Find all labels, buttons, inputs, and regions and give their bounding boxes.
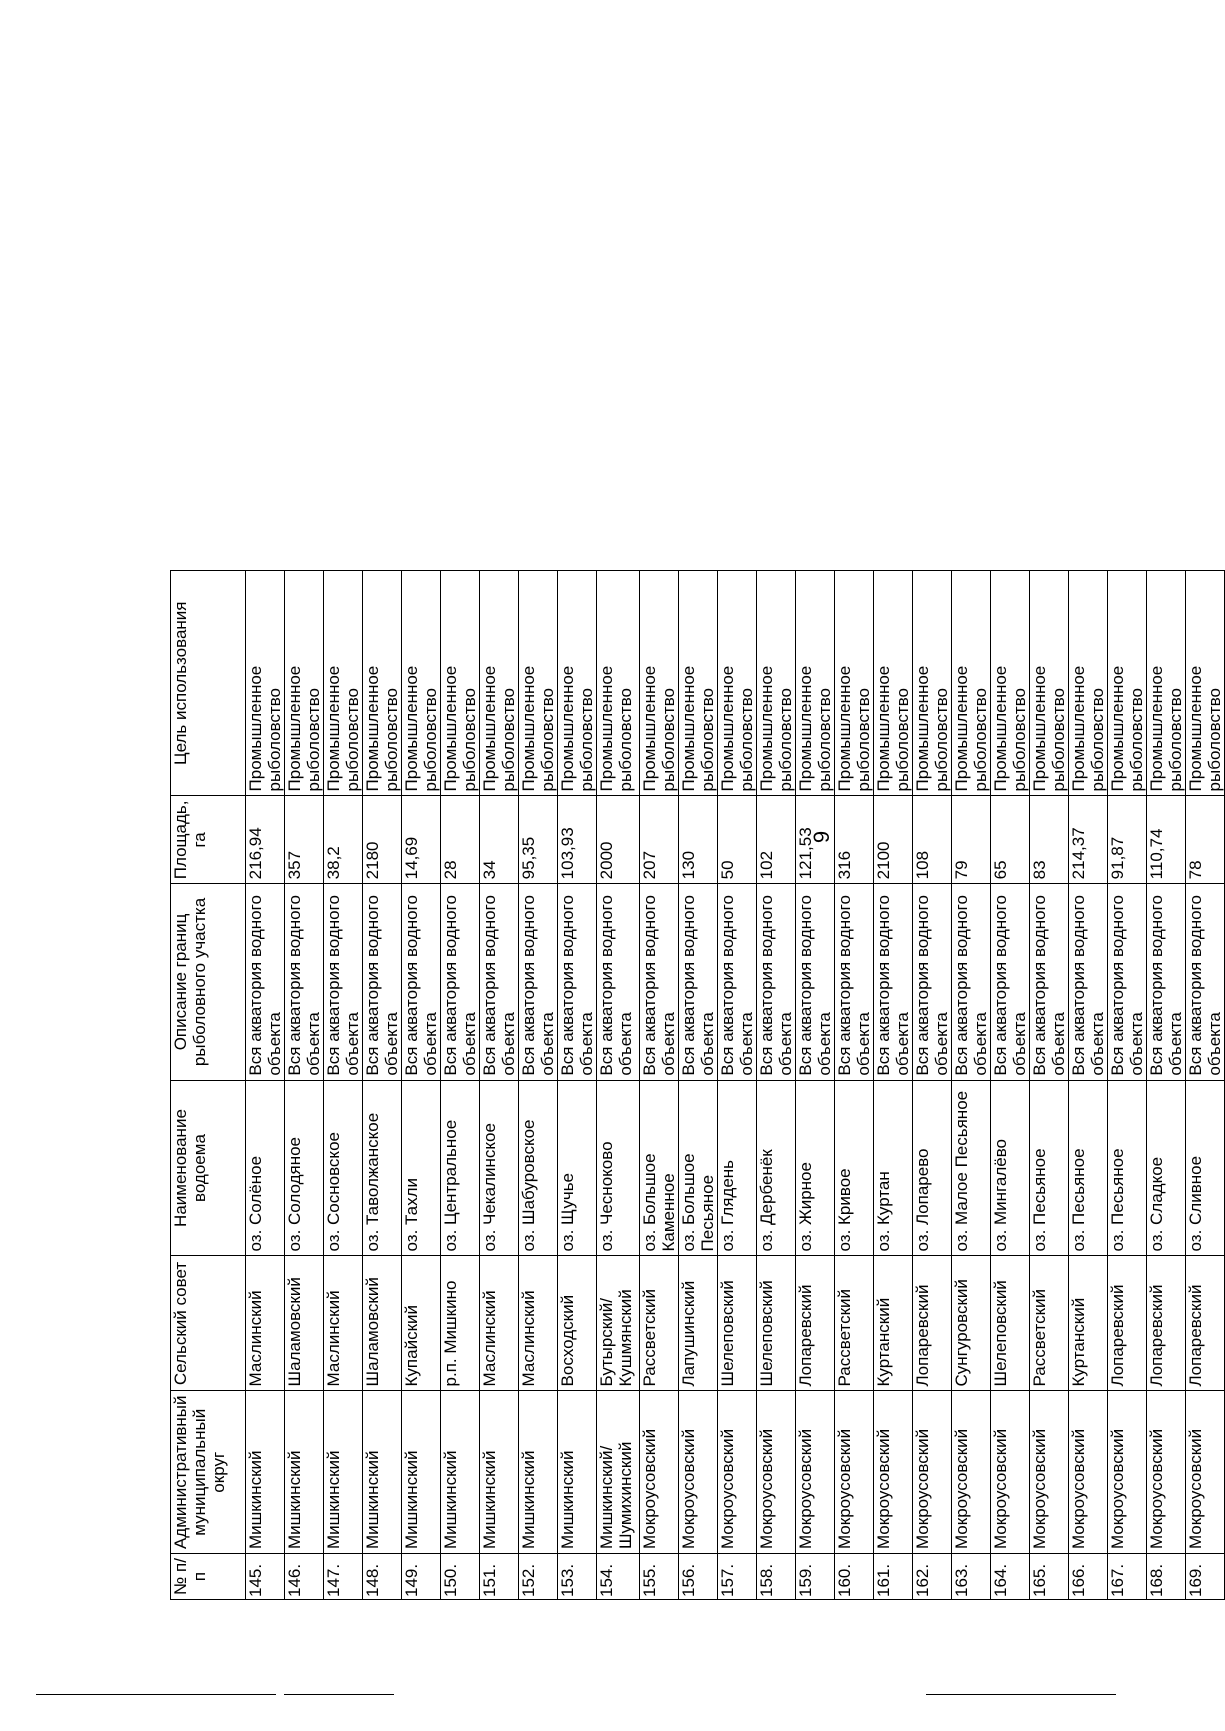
cell-area: 207 [640,796,679,884]
cell-purpose: Промышленное рыболовство [718,571,757,796]
cell-desc: Вся акватория водного объекта [952,884,991,1080]
table-row [1030,571,1069,1600]
cell-council: Рассветский [835,1256,874,1391]
cell-desc: Вся акватория водного объекта [913,884,952,1080]
cell-num: 155. [640,1554,679,1600]
cell-num: 163. [952,1554,991,1600]
cell-num: 162. [913,1554,952,1600]
table-row [640,571,679,1600]
cell-water: оз. Песьяное [1030,1080,1069,1256]
cell-water: оз. Лопарево [913,1080,952,1256]
cell-district: Мокроусовский [1147,1391,1186,1554]
cell-desc: Вся акватория водного объекта [519,884,558,1080]
cell-council: Шелеповский [757,1256,796,1391]
cell-desc: Вся акватория водного объекта [796,884,835,1080]
scan-line [284,1694,394,1695]
cell-area: 95,35 [519,796,558,884]
cell-water: оз. Сладкое [1147,1080,1186,1256]
table-row [679,571,718,1600]
cell-purpose: Промышленное рыболовство [679,571,718,796]
table-body [246,571,1225,1600]
cell-desc: Вся акватория водного объекта [1108,884,1147,1080]
cell-num: 165. [1030,1554,1069,1600]
cell-purpose: Промышленное рыболовство [874,571,913,796]
cell-purpose: Промышленное рыболовство [1069,571,1108,796]
cell-purpose: Промышленное рыболовство [519,571,558,796]
cell-council: Бутырский/ Кушмянский [597,1256,640,1391]
cell-desc: Вся акватория водного объекта [402,884,441,1080]
cell-council: Шелеповский [718,1256,757,1391]
cell-purpose: Промышленное рыболовство [835,571,874,796]
cell-area: 91,87 [1108,796,1147,884]
table-row [874,571,913,1600]
table-row [1069,571,1108,1600]
cell-purpose: Промышленное рыболовство [480,571,519,796]
table-row [757,571,796,1600]
table-row [1108,571,1147,1600]
cell-desc: Вся акватория водного объекта [679,884,718,1080]
cell-council: Рассветский [640,1256,679,1391]
cell-water: оз. Таволжанское [363,1080,402,1256]
cell-area: 50 [718,796,757,884]
cell-purpose: Промышленное рыболовство [952,571,991,796]
cell-purpose: Промышленное рыболовство [757,571,796,796]
header-area: Площадь, га [171,796,246,884]
cell-num: 152. [519,1554,558,1600]
cell-desc: Вся акватория водного объекта [1030,884,1069,1080]
cell-desc: Вся акватория водного объекта [441,884,480,1080]
cell-water: оз. Песьяное [1069,1080,1108,1256]
table-row [952,571,991,1600]
cell-area: 28 [441,796,480,884]
cell-district: Мокроусовский [1108,1391,1147,1554]
cell-desc: Вся акватория водного объекта [1069,884,1108,1080]
cell-district: Мокроусовский [796,1391,835,1554]
cell-district: Мокроусовский [718,1391,757,1554]
cell-district: Мишкинский [558,1391,597,1554]
table-row [285,571,324,1600]
cell-area: 102 [757,796,796,884]
header-water: Наименование водоема [171,1080,246,1256]
cell-num: 153. [558,1554,597,1600]
cell-num: 157. [718,1554,757,1600]
cell-district: Мишкинский [519,1391,558,1554]
cell-purpose: Промышленное рыболовство [1108,571,1147,796]
cell-num: 160. [835,1554,874,1600]
cell-district: Мокроусовский [1069,1391,1108,1554]
cell-purpose: Промышленное рыболовство [1186,571,1225,796]
cell-council: Лопаревский [1147,1256,1186,1391]
cell-desc: Вся акватория водного объекта [835,884,874,1080]
cell-area: 357 [285,796,324,884]
cell-purpose: Промышленное рыболовство [246,571,285,796]
cell-council: Шаламовский [363,1256,402,1391]
cell-water: оз. Большое Песьяное [679,1080,718,1256]
cell-purpose: Промышленное рыболовство [363,571,402,796]
cell-water: оз. Щучье [558,1080,597,1256]
cell-area: 2100 [874,796,913,884]
table-row [835,571,874,1600]
cell-area: 34 [480,796,519,884]
header-num: № п/п [171,1554,246,1600]
cell-area: 14,69 [402,796,441,884]
cell-desc: Вся акватория водного объекта [558,884,597,1080]
cell-num: 147. [324,1554,363,1600]
cell-desc: Вся акватория водного объекта [597,884,640,1080]
cell-council: Купайский [402,1256,441,1391]
cell-area: 216,94 [246,796,285,884]
cell-purpose: Промышленное рыболовство [1030,571,1069,796]
cell-council: Лапушинский [679,1256,718,1391]
cell-water: оз. Глядень [718,1080,757,1256]
cell-council: Восходский [558,1256,597,1391]
cell-water: оз. Шабуровское [519,1080,558,1256]
cell-council: Рассветский [1030,1256,1069,1391]
cell-desc: Вся акватория водного объекта [640,884,679,1080]
table-row [519,571,558,1600]
cell-council: Сунгуровский [952,1256,991,1391]
cell-district: Мокроусовский [1186,1391,1225,1554]
table-row [441,571,480,1600]
cell-purpose: Промышленное рыболовство [402,571,441,796]
cell-water: оз. Кривое [835,1080,874,1256]
cell-area: 38,2 [324,796,363,884]
cell-district: Мишкинский/ Шумихинский [597,1391,640,1554]
cell-purpose: Промышленное рыболовство [796,571,835,796]
cell-council: Шаламовский [285,1256,324,1391]
cell-water: оз. Куртан [874,1080,913,1256]
cell-water: оз. Дербенёк [757,1080,796,1256]
table-row [1186,571,1225,1600]
cell-district: Мишкинский [285,1391,324,1554]
cell-desc: Вся акватория водного объекта [718,884,757,1080]
cell-area: 214,37 [1069,796,1108,884]
fishing-sites-table [170,570,1225,1600]
cell-purpose: Промышленное рыболовство [324,571,363,796]
cell-desc: Вся акватория водного объекта [1186,884,1225,1080]
cell-area: 78 [1186,796,1225,884]
cell-num: 158. [757,1554,796,1600]
cell-num: 161. [874,1554,913,1600]
cell-council: Маслинский [480,1256,519,1391]
cell-district: Мишкинский [246,1391,285,1554]
cell-area: 110,74 [1147,796,1186,884]
header-council: Сельский совет [171,1256,246,1391]
table-wrapper [170,570,1225,1600]
table-row [363,571,402,1600]
cell-num: 156. [679,1554,718,1600]
cell-council: Маслинский [324,1256,363,1391]
cell-num: 149. [402,1554,441,1600]
cell-num: 168. [1147,1554,1186,1600]
cell-desc: Вся акватория водного объекта [324,884,363,1080]
cell-district: Мишкинский [441,1391,480,1554]
cell-desc: Вся акватория водного объекта [363,884,402,1080]
table-row [597,571,640,1600]
cell-water: оз. Сливное [1186,1080,1225,1256]
table-row [991,571,1030,1600]
table-row [246,571,285,1600]
cell-num: 154. [597,1554,640,1600]
table-row [480,571,519,1600]
cell-area: 83 [1030,796,1069,884]
cell-purpose: Промышленное рыболовство [441,571,480,796]
cell-num: 146. [285,1554,324,1600]
scan-line [926,1694,1116,1695]
cell-district: Мишкинский [402,1391,441,1554]
cell-num: 169. [1186,1554,1225,1600]
cell-num: 164. [991,1554,1030,1600]
cell-water: оз. Песьяное [1108,1080,1147,1256]
cell-area: 316 [835,796,874,884]
cell-water: оз. Солодяное [285,1080,324,1256]
cell-council: Лопаревский [1186,1256,1225,1391]
cell-water: оз. Малое Песьяное [952,1080,991,1256]
cell-purpose: Промышленное рыболовство [913,571,952,796]
header-desc: Описание границ рыболовного участка [171,884,246,1080]
header-district: Административный муниципальный округ [171,1391,246,1554]
cell-num: 167. [1108,1554,1147,1600]
cell-council: Лопаревский [913,1256,952,1391]
cell-num: 166. [1069,1554,1108,1600]
table-header-row [171,571,246,1600]
table-row [913,571,952,1600]
cell-council: Маслинский [246,1256,285,1391]
cell-area: 121,53 [796,796,835,884]
cell-district: Мокроусовский [1030,1391,1069,1554]
cell-district: Мокроусовский [679,1391,718,1554]
cell-council: Куртанский [1069,1256,1108,1391]
cell-council: Маслинский [519,1256,558,1391]
cell-district: Мокроусовский [991,1391,1030,1554]
cell-desc: Вся акватория водного объекта [246,884,285,1080]
cell-num: 145. [246,1554,285,1600]
table-row [324,571,363,1600]
cell-water: оз. Большое Каменное [640,1080,679,1256]
table-row [718,571,757,1600]
cell-purpose: Промышленное рыболовство [558,571,597,796]
cell-water: оз. Тахли [402,1080,441,1256]
cell-water: оз. Чесноково [597,1080,640,1256]
header-purpose: Цель использования [171,571,246,796]
cell-purpose: Промышленное рыболовство [285,571,324,796]
cell-num: 150. [441,1554,480,1600]
cell-water: оз. Мингалёво [991,1080,1030,1256]
cell-district: Мокроусовский [835,1391,874,1554]
cell-water: оз. Чекалинское [480,1080,519,1256]
table-row [1147,571,1186,1600]
cell-area: 79 [952,796,991,884]
cell-council: р.п. Мишкино [441,1256,480,1391]
cell-water: оз. Солёное [246,1080,285,1256]
cell-area: 103,93 [558,796,597,884]
cell-num: 148. [363,1554,402,1600]
cell-area: 130 [679,796,718,884]
cell-purpose: Промышленное рыболовство [597,571,640,796]
cell-council: Куртанский [874,1256,913,1391]
cell-desc: Вся акватория водного объекта [1147,884,1186,1080]
cell-district: Мокроусовский [874,1391,913,1554]
cell-district: Мишкинский [363,1391,402,1554]
cell-water: оз. Сосновское [324,1080,363,1256]
cell-area: 2180 [363,796,402,884]
cell-district: Мокроусовский [757,1391,796,1554]
cell-council: Лопаревский [796,1256,835,1391]
cell-district: Мокроусовский [913,1391,952,1554]
cell-council: Шелеповский [991,1256,1030,1391]
cell-desc: Вся акватория водного объекта [874,884,913,1080]
cell-water: оз. Жирное [796,1080,835,1256]
table-row [402,571,441,1600]
cell-purpose: Промышленное рыболовство [1147,571,1186,796]
cell-district: Мокроусовский [640,1391,679,1554]
cell-council: Лопаревский [1108,1256,1147,1391]
cell-district: Мокроусовский [952,1391,991,1554]
cell-num: 151. [480,1554,519,1600]
cell-desc: Вся акватория водного объекта [991,884,1030,1080]
cell-district: Мишкинский [480,1391,519,1554]
cell-district: Мишкинский [324,1391,363,1554]
cell-area: 65 [991,796,1030,884]
cell-purpose: Промышленное рыболовство [640,571,679,796]
cell-area: 108 [913,796,952,884]
cell-desc: Вся акватория водного объекта [757,884,796,1080]
table-row [558,571,597,1600]
cell-purpose: Промышленное рыболовство [991,571,1030,796]
page-number: 9 [809,830,834,844]
cell-num: 159. [796,1554,835,1600]
cell-desc: Вся акватория водного объекта [285,884,324,1080]
cell-water: оз. Центральное [441,1080,480,1256]
cell-area: 2000 [597,796,640,884]
cell-desc: Вся акватория водного объекта [480,884,519,1080]
table-row [796,571,835,1600]
scan-line [36,1694,276,1695]
